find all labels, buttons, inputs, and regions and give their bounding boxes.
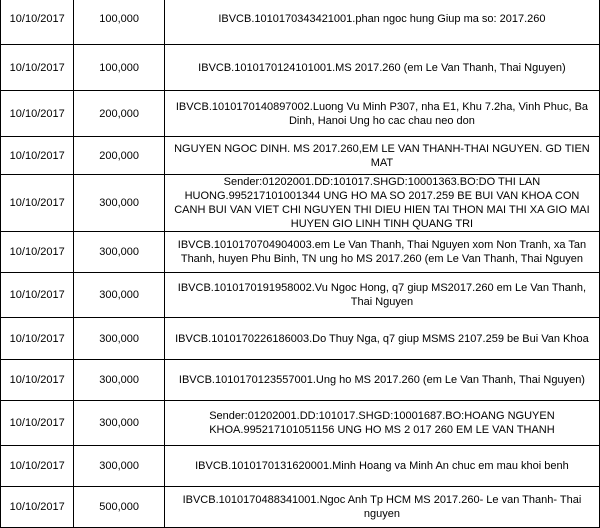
table-row xyxy=(1,401,600,446)
amount-cell: 300,000 xyxy=(74,175,164,232)
description-cell: NGUYEN NGOC DINH. MS 2017.260,EM LE VAN THANH-THAI NGUYEN. GD TIEN MAT xyxy=(164,137,599,175)
table-row xyxy=(1,137,600,175)
table-row xyxy=(1,91,600,137)
description-cell: IBVCB.1010170226186003.Do Thuy Nga, q7 giup MSMS 2107.259 be Bui Van Khoa xyxy=(164,318,599,360)
table-row xyxy=(1,0,600,45)
description-cell: Sender:01202001.DD:101017.SHGD:10001687.BO:HOANG NGUYEN KHOA.995217101051156 UNG HO MS 2 017 260 EM LE VAN THANH xyxy=(164,401,599,446)
description-cell: Sender:01202001.DD:101017.SHGD:10001363.BO:DO THI LAN HUONG.995217101001344 UNG HO MA SO 2017.259 BE BUI VAN KHOA CON CANH BUI VAN VIET CHI NGUYEN THI DIEU HIEN TAI THON MAI THI XA GIO MAI HUYEN GIO LINH TINH QUANG TRI xyxy=(164,175,599,232)
amount-cell: 300,000 xyxy=(74,318,164,360)
description-cell: IBVCB.1010170124101001.MS 2017.260 (em Le Van Thanh, Thai Nguyen) xyxy=(164,45,599,91)
date-cell: 10/10/2017 xyxy=(1,273,74,318)
amount-cell: 200,000 xyxy=(74,137,164,175)
date-cell: 10/10/2017 xyxy=(1,360,74,401)
amount-cell: 300,000 xyxy=(74,360,164,401)
date-cell: 10/10/2017 xyxy=(1,45,74,91)
table-row xyxy=(1,360,600,401)
date-cell: 10/10/2017 xyxy=(1,446,74,487)
date-cell: 10/10/2017 xyxy=(1,0,74,45)
amount-cell: 300,000 xyxy=(74,401,164,446)
amount-cell: 200,000 xyxy=(74,91,164,137)
table-row xyxy=(1,273,600,318)
amount-cell: 300,000 xyxy=(74,273,164,318)
table-row xyxy=(1,487,600,528)
amount-cell: 300,000 xyxy=(74,232,164,273)
date-cell: 10/10/2017 xyxy=(1,232,74,273)
table-row xyxy=(1,232,600,273)
date-cell: 10/10/2017 xyxy=(1,318,74,360)
date-cell: 10/10/2017 xyxy=(1,401,74,446)
description-cell: IBVCB.1010170704904003.em Le Van Thanh, Thai Nguyen xom Non Tranh, xa Tan Thanh, huyen Phu Binh, TN ung ho MS 2017.260 (em Le Van Thanh, Thai Nguyen xyxy=(164,232,599,273)
date-cell: 10/10/2017 xyxy=(1,91,74,137)
description-cell: IBVCB.1010170191958002.Vu Ngoc Hong, q7 giup MS2017.260 em Le Van Thanh, Thai Nguyen xyxy=(164,273,599,318)
date-cell: 10/10/2017 xyxy=(1,487,74,528)
amount-cell: 100,000 xyxy=(74,0,164,45)
date-cell: 10/10/2017 xyxy=(1,175,74,232)
amount-cell: 100,000 xyxy=(74,45,164,91)
date-cell: 10/10/2017 xyxy=(1,137,74,175)
table-row xyxy=(1,446,600,487)
description-cell: IBVCB.1010170131620001.Minh Hoang va Minh An chuc em mau khoi benh xyxy=(164,446,599,487)
amount-cell: 500,000 xyxy=(74,487,164,528)
description-cell: IBVCB.1010170123557001.Ung ho MS 2017.260 (em Le Van Thanh, Thai Nguyen) xyxy=(164,360,599,401)
description-cell: IBVCB.1010170343421001.phan ngoc hung Giup ma so: 2017.260 xyxy=(164,0,599,45)
amount-cell: 300,000 xyxy=(74,446,164,487)
description-cell: IBVCB.1010170488341001.Ngoc Anh Tp HCM MS 2017.260- Le van Thanh- Thai nguyen xyxy=(164,487,599,528)
table-row xyxy=(1,45,600,91)
table-row xyxy=(1,175,600,232)
table-row xyxy=(1,318,600,360)
description-cell: IBVCB.1010170140897002.Luong Vu Minh P307, nha E1, Khu 7.2ha, Vinh Phuc, Ba Dinh, Hanoi Ung ho cac chau neo don xyxy=(164,91,599,137)
